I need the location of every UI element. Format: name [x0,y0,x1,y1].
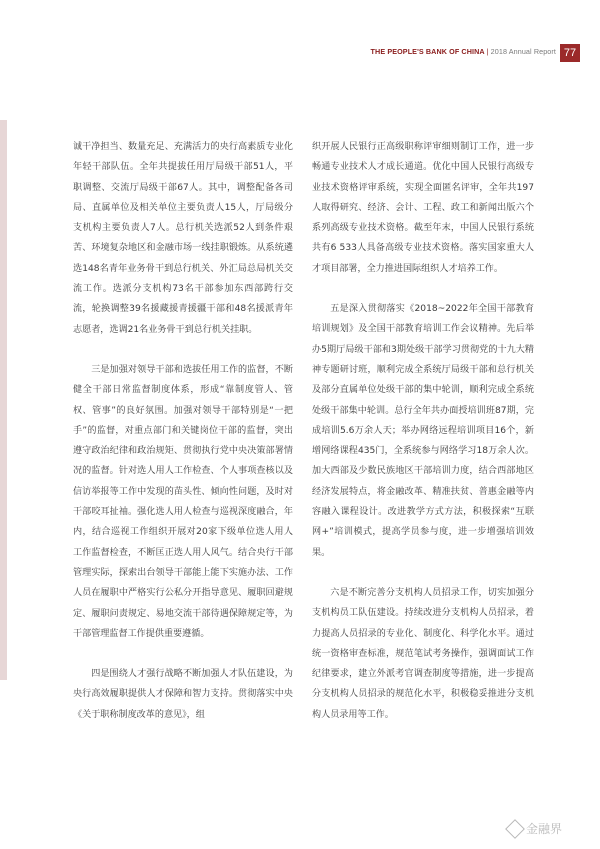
left-column [73,137,293,725]
right-column [312,137,534,725]
paragraph-continued: 诚干净担当、数量充足、充满活力的央行高素质专业化年轻干部队伍。全年共提拔任用厅局级干部51人，平职调整、交流厅局级干部67人。其中，调整配备各司局、直属单位及相关单位主要负责人15人，厅局级分支机构主要负责人7人。总行机关选派52人到条件艰苦、环境复杂地区和金融市场一线挂职锻炼。从系统遴选148名青年业务骨干到总行机关、外汇局总局机关交流工作。选派分支机构73名干部参加东西部跨行交流，轮换调整39名援藏援青援疆干部和48名援派青年志愿者，选调21名业务骨干到总行机关挂职。 [73,142,293,335]
watermark [508,820,562,837]
running-header [371,47,556,56]
watermark-text: 金融界 [526,822,563,836]
watermark-logo-icon [505,819,525,839]
paragraph-four-continued: 织开展人民银行正高级职称评审细则制订工作，进一步畅通专业技术人才成长通道。优化中国人民银行高级专业技术资格评审系统，实现全面匿名评审，全年共197人取得研究、经济、会计、工程、政工和新闻出版六个系列高级专业技术资格。截至年末，中国人民银行系统共有6 533人具备高级专业技术资格。落实国家重大人才项目部署，全力推进国际组织人才培养工作。 [312,142,534,274]
header-report: 2018 Annual Report [490,47,556,56]
paragraph-four: 四是围绕人才强行战略不断加强人才队伍建设，为央行高效履职提供人才保障和智力支持。贯彻落实中央《关于职称制度改革的意见》，组 [73,669,293,720]
page-header [0,44,600,62]
paragraph-six: 六是不断完善分支机构人员招录工作，切实加强分支机构员工队伍建设。持续改进分支机构人员招录，着力提高人员招录的专业化、制度化、科学化水平。通过统一资格审查标准，规范笔试考务操作，强调面试工作纪律要求，建立外派考官调查制度等措施，进一步提高分支机构人员招录的规范化水平，积极稳妥推进分支机构人员录用等工作。 [312,587,534,720]
header-org: THE PEOPLE'S BANK OF CHINA [370,47,485,56]
header-separator: | [486,47,489,56]
paragraph-five: 五是深入贯彻落实《2018~2022年全国干部教育培训规划》及全国干部教育培训工作会议精神。先后举办5期厅局级干部和3期处级干部学习贯彻党的十九大精神专题研讨班，顺利完成全系统厅局级干部和总行机关及部分直属单位处级干部的集中轮训，顺利完成全系统处级干部集中轮训。总行全年共办面授培训班87期，完成培训5.6万余人天；举办网络远程培训项目16个，新增网络课程435门，全系统参与网络学习18万余人次。加大西部及少数民族地区干部培训力度，结合西部地区经济发展特点，将金融改革、精准扶贫、普惠金融等内容融入课程设计。改进教学方式方法，积极探索“互联网+”培训模式，提高学员参与度，进一步增强培训效果。 [312,304,534,558]
paragraph-three: 三是加强对领导干部和选拔任用工作的监督，不断健全干部日常监督制度体系，形成“靠制度管人、管权、管事”的良好氛围。加强对领导干部特别是“一把手”的监督，对重点部门和关键岗位干部的监督，突出遵守政治纪律和政治规矩、贯彻执行党中央决策部署情况的监督。针对选人用人工作检查、个人事项查核以及信访举报等工作中发现的苗头性、倾向性问题，及时对干部咬耳扯袖。强化选人用人检查与巡视深度融合，年内，结合巡视工作组织开展对20家下级单位选人用人工作监督检查，不断匡正选人用人风气。结合央行干部管理实际，探索出台领导干部能上能下实施办法、工作人员在履职中严格实行公私分开指导意见、履职回避规定、履职问责规定、易地交流干部待遇保障规定等，为干部管理监督工作提供重要遵循。 [73,364,293,639]
page-number: 77 [560,44,580,62]
page-edge-decoration [0,120,7,680]
